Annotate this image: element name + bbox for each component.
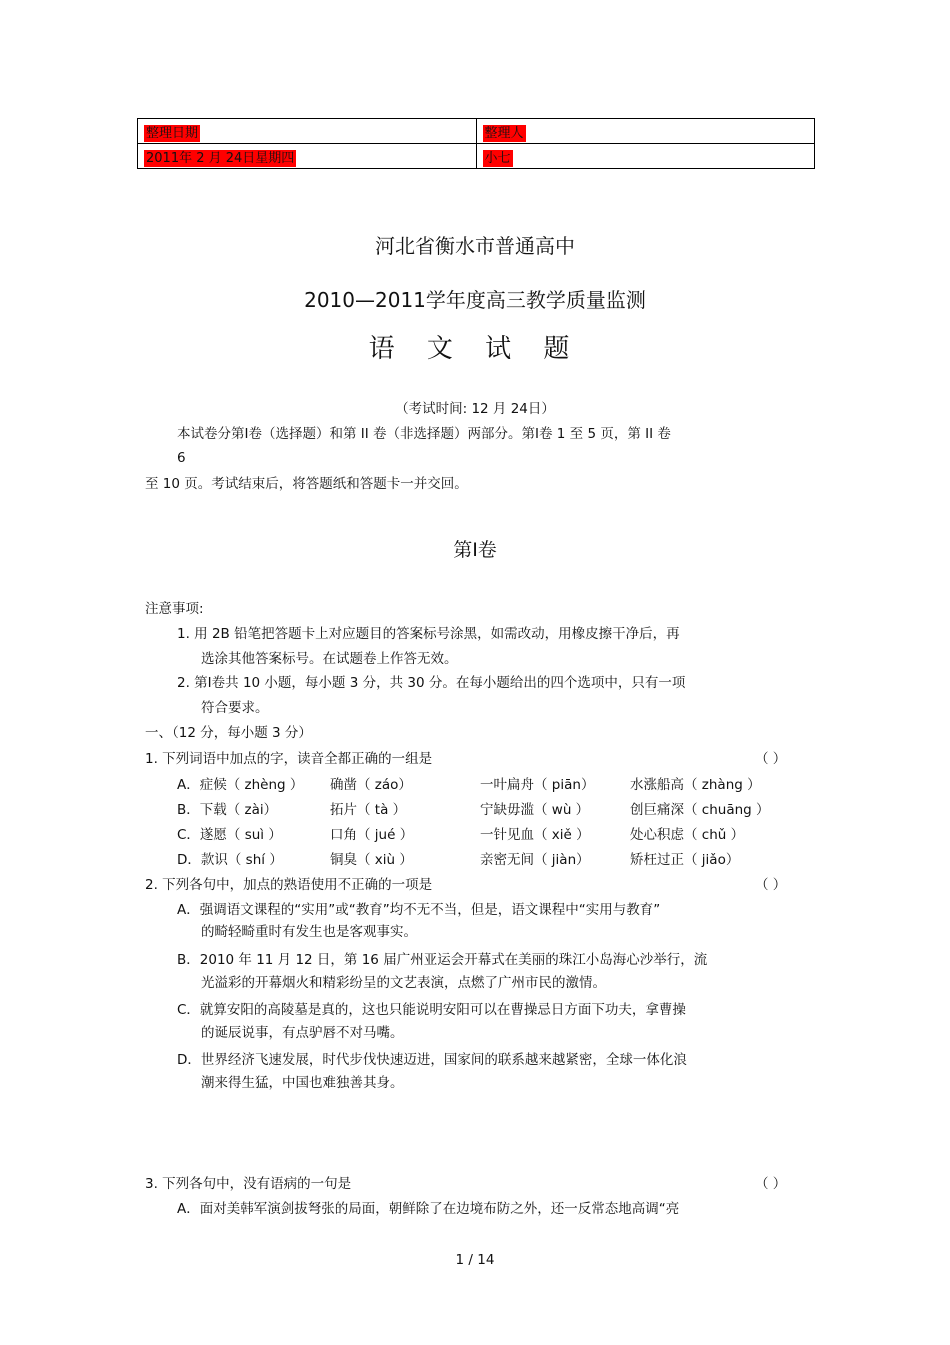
q2-b-line2: 光溢彩的开幕烟火和精彩纷呈的文艺表演，点燃了广州市民的激情。 <box>201 975 606 991</box>
person-label: 整理人 <box>484 125 524 141</box>
date-value-cell <box>138 144 477 169</box>
q1-a-4: 水涨船高（ zhàng ） <box>630 777 761 793</box>
q1-c-4: 处心积虑（ chǔ ） <box>630 827 745 843</box>
title-line3: 语 文 试 题 <box>368 334 582 364</box>
q1-stem: 1. 下列词语中加点的字，读音全都正确的一组是 <box>145 751 433 767</box>
notes-item2-a: 2. 第Ⅰ卷共 10 小题，每小题 3 分，共 30 分。在每小题给出的四个选项中，只有一项 <box>177 675 686 691</box>
intro-line1: 本试卷分第Ⅰ卷（选择题）和第 II 卷（非选择题）两部分。第Ⅰ卷 1 至 5 页，第 II 卷 <box>177 426 671 442</box>
q2-d-line2: 潮来得生猛，中国也难独善其身。 <box>201 1075 404 1091</box>
q3-stem: 3. 下列各句中，没有语病的一句是 <box>145 1176 352 1192</box>
q3-a-line1: A．面对美韩军演剑拔弩张的局面，朝鲜除了在边境布防之外，还一反常态地高调“亮 <box>177 1201 680 1217</box>
q1-c-2: 口角（ jué ） <box>330 827 414 843</box>
notes-item1-b: 选涂其他答案标号。在试题卷上作答无效。 <box>201 651 458 667</box>
q2-paren: （ ） <box>755 877 787 893</box>
q1-b-4: 创巨痛深（ chuāng ） <box>630 802 770 818</box>
q2-a-line1: A．强调语文课程的“实用”或“教育”均不无不当，但是，语文课程中“实用与教育” <box>177 902 661 918</box>
header-table <box>137 118 815 169</box>
part1-heading: 一、（12 分，每小题 3 分） <box>145 725 312 741</box>
q1-b-2: 拓片（ tà ） <box>330 802 407 818</box>
q3-paren: （ ） <box>755 1176 787 1192</box>
q1-c-1: C．遂愿（ suì ） <box>177 827 282 843</box>
person-value-cell <box>476 144 815 169</box>
date-label-cell <box>138 119 477 144</box>
q2-c-line2: 的诞辰说事，有点驴唇不对马嘴。 <box>201 1025 404 1041</box>
q1-b-1: B．下载（ zài） <box>177 802 278 818</box>
page-number: 1 / 14 <box>455 1252 495 1268</box>
exam-time: （考试时间: 12 月 24日） <box>395 401 555 417</box>
q1-c-3: 一针见血（ xiě ） <box>480 827 590 843</box>
intro-line2: 至 10 页。考试结束后，将答题纸和答题卡一并交回。 <box>145 476 468 492</box>
q2-b-line1: B．2010 年 11 月 12 日，第 16 届广州亚运会开幕式在美丽的珠江小岛海心沙举行，流 <box>177 952 708 968</box>
person-value: 小七 <box>484 150 511 166</box>
q2-c-line1: C．就算安阳的高陵墓是真的，这也只能说明安阳可以在曹操忌日方面下功夫，拿曹操 <box>177 1002 686 1018</box>
notes-heading: 注意事项: <box>145 601 204 617</box>
person-label-cell <box>476 119 815 144</box>
date-value: 2011年 2 月 24日星期四 <box>146 150 295 166</box>
q1-b-3: 宁缺毋滥（ wù ） <box>480 802 590 818</box>
date-label: 整理日期 <box>146 125 199 141</box>
q1-a-1: A．症候（ zhèng ） <box>177 777 304 793</box>
q2-d-line1: D．世界经济飞速发展，时代步伐快速迈进，国家间的联系越来越紧密，全球一体化浪 <box>177 1052 687 1068</box>
q1-d-3: 亲密无间（ jiàn） <box>480 852 590 868</box>
notes-item2-b: 符合要求。 <box>201 700 269 716</box>
q2-a-line2: 的畸轻畸重时有发生也是客观事实。 <box>201 924 417 940</box>
intro-line1b: 6 <box>177 450 186 466</box>
q2-stem: 2. 下列各句中，加点的熟语使用不正确的一项是 <box>145 877 433 893</box>
title-line1: 河北省衡水市普通高中 <box>375 234 575 258</box>
q1-d-1: D．款识（ shí ） <box>177 852 283 868</box>
section1-title: 第Ⅰ卷 <box>453 539 497 561</box>
notes-item1-a: 1. 用 2B 铅笔把答题卡上对应题目的答案标号涂黑，如需改动，用橡皮擦干净后，再 <box>177 626 680 642</box>
title-line2: 2010—2011学年度高三教学质量监测 <box>304 288 646 312</box>
q1-a-2: 确凿（ záo） <box>330 777 412 793</box>
q1-paren: （ ） <box>755 751 787 767</box>
q1-d-4: 矫枉过正（ jiǎo） <box>630 852 740 868</box>
q1-d-2: 铜臭（ xiù ） <box>330 852 413 868</box>
q1-a-3: 一叶扁舟（ piān） <box>480 777 595 793</box>
